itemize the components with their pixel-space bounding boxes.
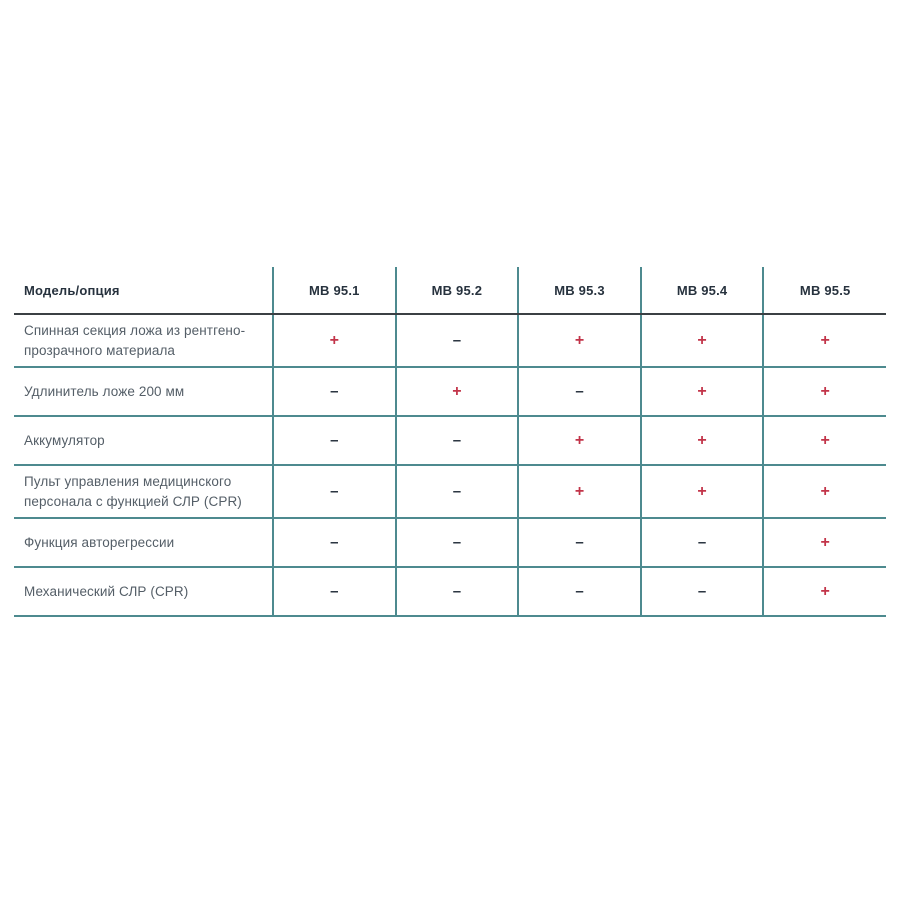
- model-options-table: [14, 267, 886, 617]
- availability-value: –: [518, 518, 641, 567]
- availability-value: –: [641, 567, 764, 616]
- availability-value: +: [763, 567, 886, 616]
- availability-value: –: [641, 518, 764, 567]
- availability-value: +: [763, 367, 886, 416]
- table-row: [14, 416, 886, 465]
- availability-value: +: [396, 367, 519, 416]
- availability-value: –: [396, 567, 519, 616]
- availability-value: –: [396, 416, 519, 465]
- availability-value: +: [763, 314, 886, 367]
- header-row: [14, 267, 886, 314]
- feature-label: Спинная секция ложа из рентгено-прозрачного материала: [14, 314, 273, 367]
- column-header-model-5: МВ 95.5: [763, 267, 886, 314]
- availability-value: +: [763, 518, 886, 567]
- availability-value: +: [763, 465, 886, 518]
- table-row: [14, 518, 886, 567]
- table-row: [14, 567, 886, 616]
- column-header-model-1: МВ 95.1: [273, 267, 396, 314]
- feature-label: Механический СЛР (CPR): [14, 567, 273, 616]
- column-header-model-2: МВ 95.2: [396, 267, 519, 314]
- availability-value: +: [641, 416, 764, 465]
- availability-value: +: [518, 465, 641, 518]
- feature-label: Аккумулятор: [14, 416, 273, 465]
- availability-value: –: [518, 567, 641, 616]
- feature-label: Удлинитель ложе 200 мм: [14, 367, 273, 416]
- availability-value: –: [396, 518, 519, 567]
- availability-value: –: [273, 567, 396, 616]
- availability-value: –: [518, 367, 641, 416]
- table-row: [14, 465, 886, 518]
- column-header-feature: Модель/опция: [14, 267, 273, 314]
- column-header-model-3: МВ 95.3: [518, 267, 641, 314]
- availability-value: +: [763, 416, 886, 465]
- availability-value: –: [273, 465, 396, 518]
- feature-label: Пульт управления медицинского персонала с функцией СЛР (CPR): [14, 465, 273, 518]
- availability-value: +: [273, 314, 396, 367]
- column-header-model-4: МВ 95.4: [641, 267, 764, 314]
- availability-value: +: [641, 367, 764, 416]
- availability-value: +: [518, 416, 641, 465]
- availability-value: –: [273, 518, 396, 567]
- availability-value: +: [641, 465, 764, 518]
- availability-value: –: [396, 465, 519, 518]
- table-row: [14, 367, 886, 416]
- availability-value: –: [273, 416, 396, 465]
- availability-value: +: [641, 314, 764, 367]
- availability-value: –: [396, 314, 519, 367]
- feature-label: Функция авторегрессии: [14, 518, 273, 567]
- table-row: [14, 314, 886, 367]
- availability-value: +: [518, 314, 641, 367]
- availability-value: –: [273, 367, 396, 416]
